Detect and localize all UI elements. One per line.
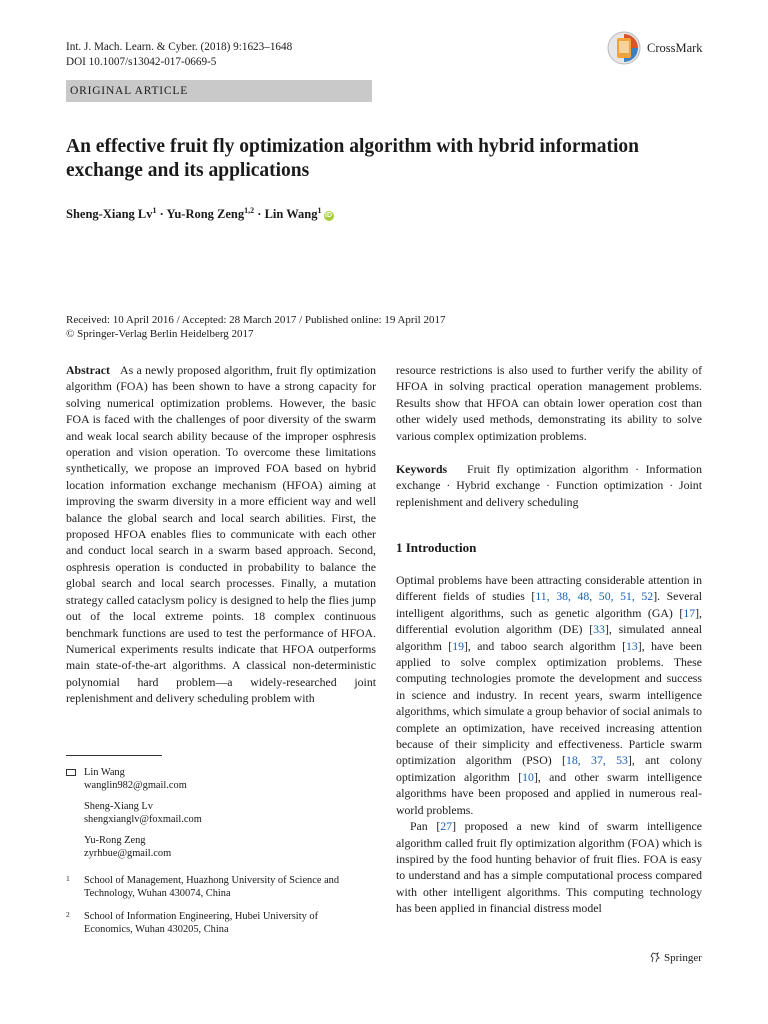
abstract-section — [66, 362, 376, 707]
footnote-divider — [66, 755, 162, 756]
citation-link[interactable]: 18, 37, 53 — [565, 753, 628, 768]
contact-name: Sheng-Xiang Lv — [84, 801, 153, 812]
affiliation-marker: 1,2 — [244, 206, 255, 215]
contact-entry — [66, 800, 366, 826]
crossmark-icon — [607, 31, 641, 65]
keywords-paragraph — [396, 461, 702, 510]
citation-link[interactable]: 11, 38, 48, 50, 51, 52 — [535, 589, 654, 604]
envelope-icon — [66, 769, 76, 776]
crossmark-label: CrossMark — [647, 41, 703, 55]
journal-citation: Int. J. Mach. Learn. & Cyber. (2018) 9:1623–1648 — [66, 41, 293, 53]
publication-dates — [66, 314, 445, 342]
text-run: ], simulated anneal algorithm [ — [396, 622, 702, 653]
text-run: ] proposed a new kind of swarm intelligence algorithm called fruit fly optimization algorithm (FOA) which is inspired by the food hunting behavior of fruit flies. FOA is easy to understand and has a simple computational process compared with other intelligent algorithms. This computing technology has been applied in financial distress model — [396, 819, 702, 916]
keywords-text: Fruit fly optimization algorithm · Information exchange · Hybrid exchange · Function optimization · Joint replenishment and delivery scheduling — [396, 462, 702, 509]
journal-header — [66, 40, 292, 69]
abstract-paragraph — [66, 362, 376, 707]
springer-horse-icon — [650, 952, 660, 963]
contact-entry — [66, 766, 366, 792]
affiliation-entry — [66, 874, 366, 900]
orcid-icon[interactable]: iD — [325, 212, 332, 220]
introduction-body — [396, 572, 702, 917]
crossmark-badge[interactable] — [607, 31, 727, 67]
keywords-label: Keywords — [396, 462, 448, 477]
copyright-line: © Springer-Verlag Berlin Heidelberg 2017 — [66, 327, 254, 340]
publisher-name: Springer — [664, 952, 702, 964]
author-separator: · — [156, 207, 167, 222]
author-name[interactable]: Sheng-Xiang Lv — [66, 207, 153, 222]
affiliation-marker: 1 — [152, 206, 157, 215]
text-run: ], differential evolution algorithm (DE) [ — [396, 605, 702, 637]
contact-name: Yu-Rong Zeng — [84, 835, 146, 846]
contact-email[interactable]: zyrhbue@gmail.com — [84, 848, 172, 859]
citation-link[interactable]: 13 — [626, 638, 638, 653]
affiliation-number: 1 — [66, 874, 70, 883]
text-run: ], and other swarm intelligence algorithms have been proposed and applied in numerous real-world problems. — [396, 769, 702, 817]
citation-link[interactable]: 17 — [683, 605, 696, 620]
affiliation-number: 2 — [66, 910, 70, 919]
author-name[interactable]: Lin Wang — [264, 207, 318, 222]
citation-link[interactable]: 19 — [452, 638, 464, 653]
citation-link[interactable]: 27 — [440, 819, 453, 834]
contact-name: Lin Wang — [84, 767, 125, 778]
contact-email[interactable]: wanglin982@gmail.com — [84, 780, 187, 791]
abstract-continued-section — [396, 362, 702, 510]
author-separator: · — [254, 207, 265, 222]
affiliation-text: School of Information Engineering, Hubei University of Economics, Wuhan 430205, China — [84, 911, 319, 935]
article-title: An effective fruit fly optimization algorithm with hybrid information exchange and its applications — [66, 136, 640, 181]
affiliation-marker: 1 — [317, 206, 322, 215]
affiliation-text: School of Management, Huazhong University of Science and Technology, Wuhan 430074, China — [84, 875, 340, 899]
text-run: ], and taboo search algorithm [ — [464, 638, 626, 653]
author-list — [66, 202, 334, 223]
affiliation-entry — [66, 910, 366, 936]
publisher-footer — [650, 952, 702, 964]
text-run: Optimal problems have been attracting considerable attention in different fields of studies [ — [396, 573, 702, 604]
correspondence-block — [66, 766, 366, 946]
section-heading: 1 Introduction — [396, 540, 477, 555]
contact-email[interactable]: shengxianglv@foxmail.com — [84, 814, 202, 825]
article-type-band: ORIGINAL ARTICLE — [66, 80, 372, 102]
contact-entry — [66, 834, 366, 860]
citation-link[interactable]: 33 — [593, 622, 605, 637]
abstract-continued: resource restrictions is also used to further verify the ability of HFOA in solving practical operation management problems. Results show that HFOA can obtain lower operation cost than other widely used methods, demonstrating its ability to solve various complex optimization problems. — [396, 363, 702, 443]
text-run: Pan [ — [410, 819, 441, 834]
citation-link[interactable]: 10 — [522, 769, 534, 784]
abstract-label: Abstract — [66, 363, 110, 377]
intro-paragraph — [396, 818, 702, 916]
doi[interactable]: DOI 10.1007/s13042-017-0669-5 — [66, 55, 217, 68]
intro-paragraph — [396, 572, 702, 818]
text-run: ], ant colony optimization algorithm [ — [396, 753, 702, 784]
author-name[interactable]: Yu-Rong Zeng — [166, 207, 245, 222]
abstract-text: As a newly proposed algorithm, fruit fly optimization algorithm (FOA) has been shown to have a strong capacity for solving numerical optimization problems. However, the basic FOA is faced with the challenges of poor diversity of the swarm and weak local search ability because of the improper osphresis operation and vision operation. To overcome these limitations synthetically, we propose an improved FOA based on hybrid location information exchange mechanism (HFOA) aiming at improving the swarm diversity in a more efficient way and well balance the global search and local search abilities. First, the proposed HFOA enables flies to communicate with each other and conduct local search in a swarm based approach. Second, osphresis operation is conducted in probability to balance the global search and local search processes. Finally, a mutation strategy called cataclysm policy is designed to help the flies jump out of the local extreme points. 18 complex continuous benchmark functions are used to test the performance of HFOA. Numerical experiments results indicate that HFOA outperforms main state-of-the-art algorithms. A classical non-deterministic polynomial hard problem—a widely-researched joint replenishment and delivery scheduling problem with — [66, 363, 376, 706]
text-run: ]. Several intelligent algorithms, such as genetic algorithm (GA) [ — [396, 589, 702, 620]
text-run: ], have been applied to solve complex optimization problems. These computing technologies promote the development and success in science and industry. In recent years, swarm intelligence algorithms, which simulate a group behavior of social animals to complete an optimization, have received increasing attention because of their simplicity and effectiveness. Particle swarm optimization algorithm (PSO) [ — [396, 638, 702, 768]
history-line: Received: 10 April 2016 / Accepted: 28 March 2017 / Published online: 19 April 2017 — [66, 314, 446, 326]
